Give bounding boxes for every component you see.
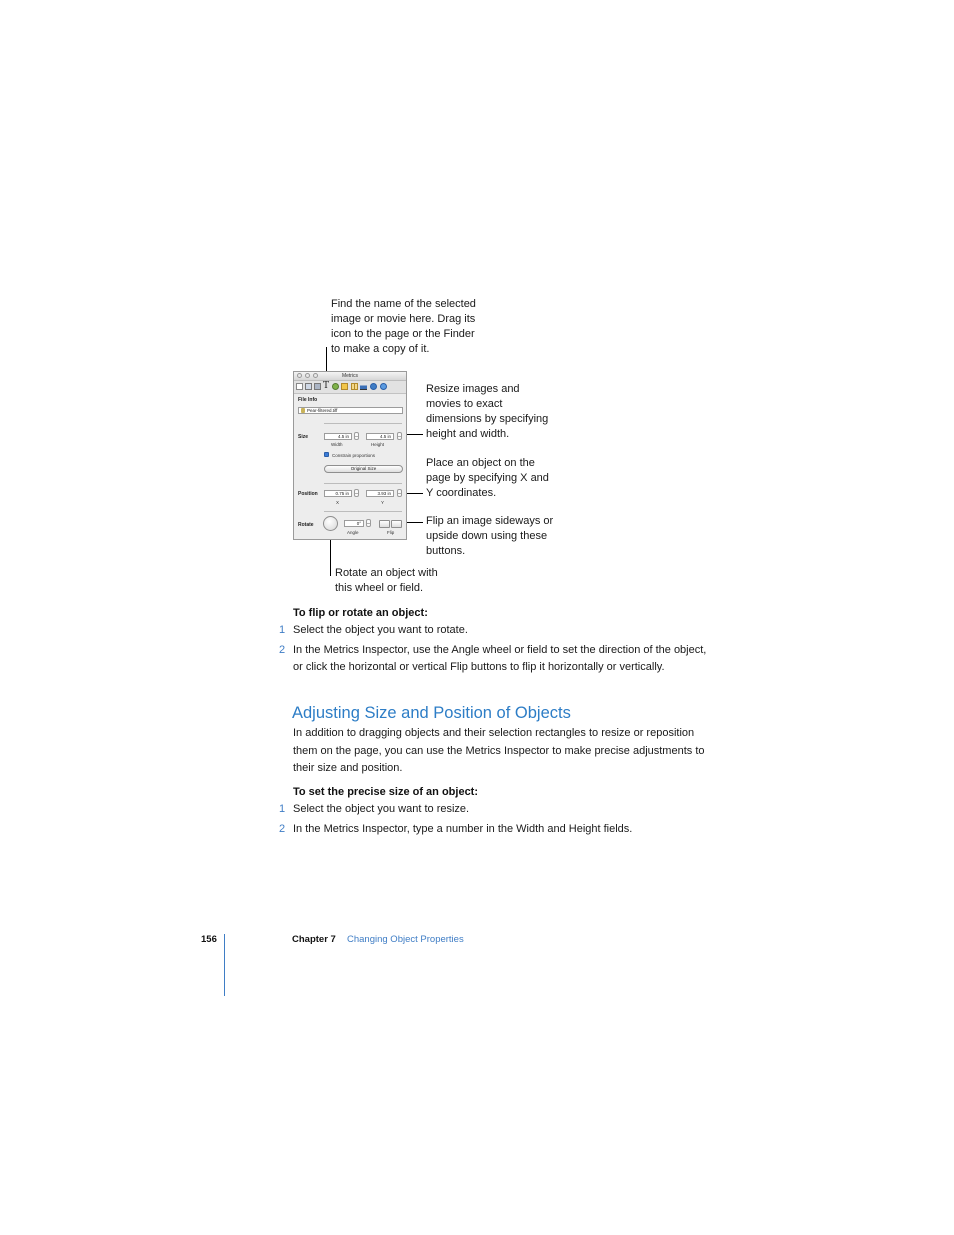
- step-number: 2: [279, 823, 286, 835]
- intro-line: them on the page, you can use the Metrics Inspector to make precise adjustments to: [293, 745, 705, 757]
- position-label: Position: [298, 491, 318, 497]
- quicktime-inspector-icon[interactable]: [380, 383, 387, 390]
- angle-field[interactable]: 0°: [344, 520, 364, 527]
- separator: [324, 483, 402, 484]
- graphic-inspector-icon[interactable]: [332, 383, 339, 390]
- x-stepper[interactable]: [354, 489, 359, 497]
- height-field[interactable]: 4.5 in: [366, 433, 394, 440]
- hyperlink-inspector-icon[interactable]: [370, 383, 377, 390]
- flip-vertical-button[interactable]: [391, 520, 402, 528]
- footer-rule: [224, 934, 225, 996]
- metrics-inspector-icon[interactable]: [341, 383, 348, 390]
- angle-stepper[interactable]: [366, 519, 371, 527]
- layout-inspector-icon[interactable]: [305, 383, 312, 390]
- step-text-line: In the Metrics Inspector, use the Angle wheel or field to set the direction of the object,: [293, 644, 707, 656]
- intro-line: In addition to dragging objects and their selection rectangles to resize or reposition: [293, 727, 695, 739]
- step-text: Select the object you want to resize.: [293, 803, 470, 815]
- step-text-line: or click the horizontal or vertical Flip buttons to flip it horizontally or vertically.: [293, 661, 665, 673]
- metrics-inspector: [293, 371, 407, 540]
- separator: [324, 511, 402, 512]
- callout-position: Place an object on the page by specifying X and Y coordinates.: [426, 457, 549, 499]
- width-label: Width: [331, 442, 343, 447]
- file-icon[interactable]: [301, 408, 305, 413]
- y-label: Y: [381, 500, 385, 505]
- x-label: X: [336, 500, 340, 505]
- callout-resize: Resize images and movies to exact dimensions by specifying height and width.: [426, 383, 549, 440]
- angle-label: Angle: [347, 530, 359, 535]
- width-field[interactable]: 4.5 in: [324, 433, 352, 440]
- y-field[interactable]: 3.93 in: [366, 490, 394, 497]
- callout-rotate: Rotate an object with this wheel or field.: [335, 567, 438, 594]
- flip-label: Flip: [387, 530, 395, 535]
- height-stepper[interactable]: [397, 432, 402, 440]
- document-inspector-icon[interactable]: [296, 383, 303, 390]
- page-number: 156: [201, 934, 217, 945]
- set-size-heading: To set the precise size of an object:: [293, 786, 479, 798]
- inspector-title: Metrics: [341, 373, 359, 379]
- callout-file-info: Find the name of the selected image or movie here. Drag its icon to the page or the Finder to make a copy of it.: [331, 298, 476, 355]
- chart-inspector-icon[interactable]: [360, 383, 367, 390]
- table-inspector-icon[interactable]: [351, 383, 358, 390]
- constrain-proportions-label: Constrain proportions: [332, 453, 376, 458]
- x-field[interactable]: 0.75 in: [324, 490, 352, 497]
- file-name-field[interactable]: [298, 407, 403, 414]
- step-number: 1: [279, 803, 286, 815]
- wrap-inspector-icon[interactable]: [314, 383, 321, 390]
- rotate-label: Rotate: [298, 522, 314, 528]
- file-info-label: File Info: [298, 397, 318, 403]
- chapter-label: Chapter 7: [292, 934, 336, 945]
- file-name: Pear-filtered.tiff: [307, 408, 338, 413]
- intro-line: their size and position.: [293, 762, 403, 774]
- step-text: Select the object you want to rotate.: [293, 624, 468, 636]
- inspector-toolbar: [294, 381, 406, 394]
- constrain-proportions-checkbox[interactable]: [324, 452, 329, 457]
- step-number: 2: [279, 644, 286, 656]
- y-stepper[interactable]: [397, 489, 402, 497]
- callout-flip: Flip an image sideways or upside down using these buttons.: [426, 515, 554, 557]
- size-label: Size: [298, 434, 309, 440]
- chapter-title: Changing Object Properties: [347, 934, 464, 945]
- height-label: Height: [371, 442, 385, 447]
- separator: [324, 423, 402, 424]
- step-number: 1: [279, 624, 286, 636]
- rotate-wheel[interactable]: [323, 516, 338, 531]
- width-stepper[interactable]: [354, 432, 359, 440]
- original-size-button[interactable]: Original Size: [324, 465, 403, 473]
- section-title: Adjusting Size and Position of Objects: [292, 704, 571, 722]
- text-inspector-icon[interactable]: T: [323, 381, 330, 391]
- step-text: In the Metrics Inspector, type a number in the Width and Height fields.: [293, 823, 633, 835]
- flip-rotate-heading: To flip or rotate an object:: [293, 607, 428, 619]
- flip-horizontal-button[interactable]: [379, 520, 390, 528]
- inspector-titlebar: [294, 372, 406, 381]
